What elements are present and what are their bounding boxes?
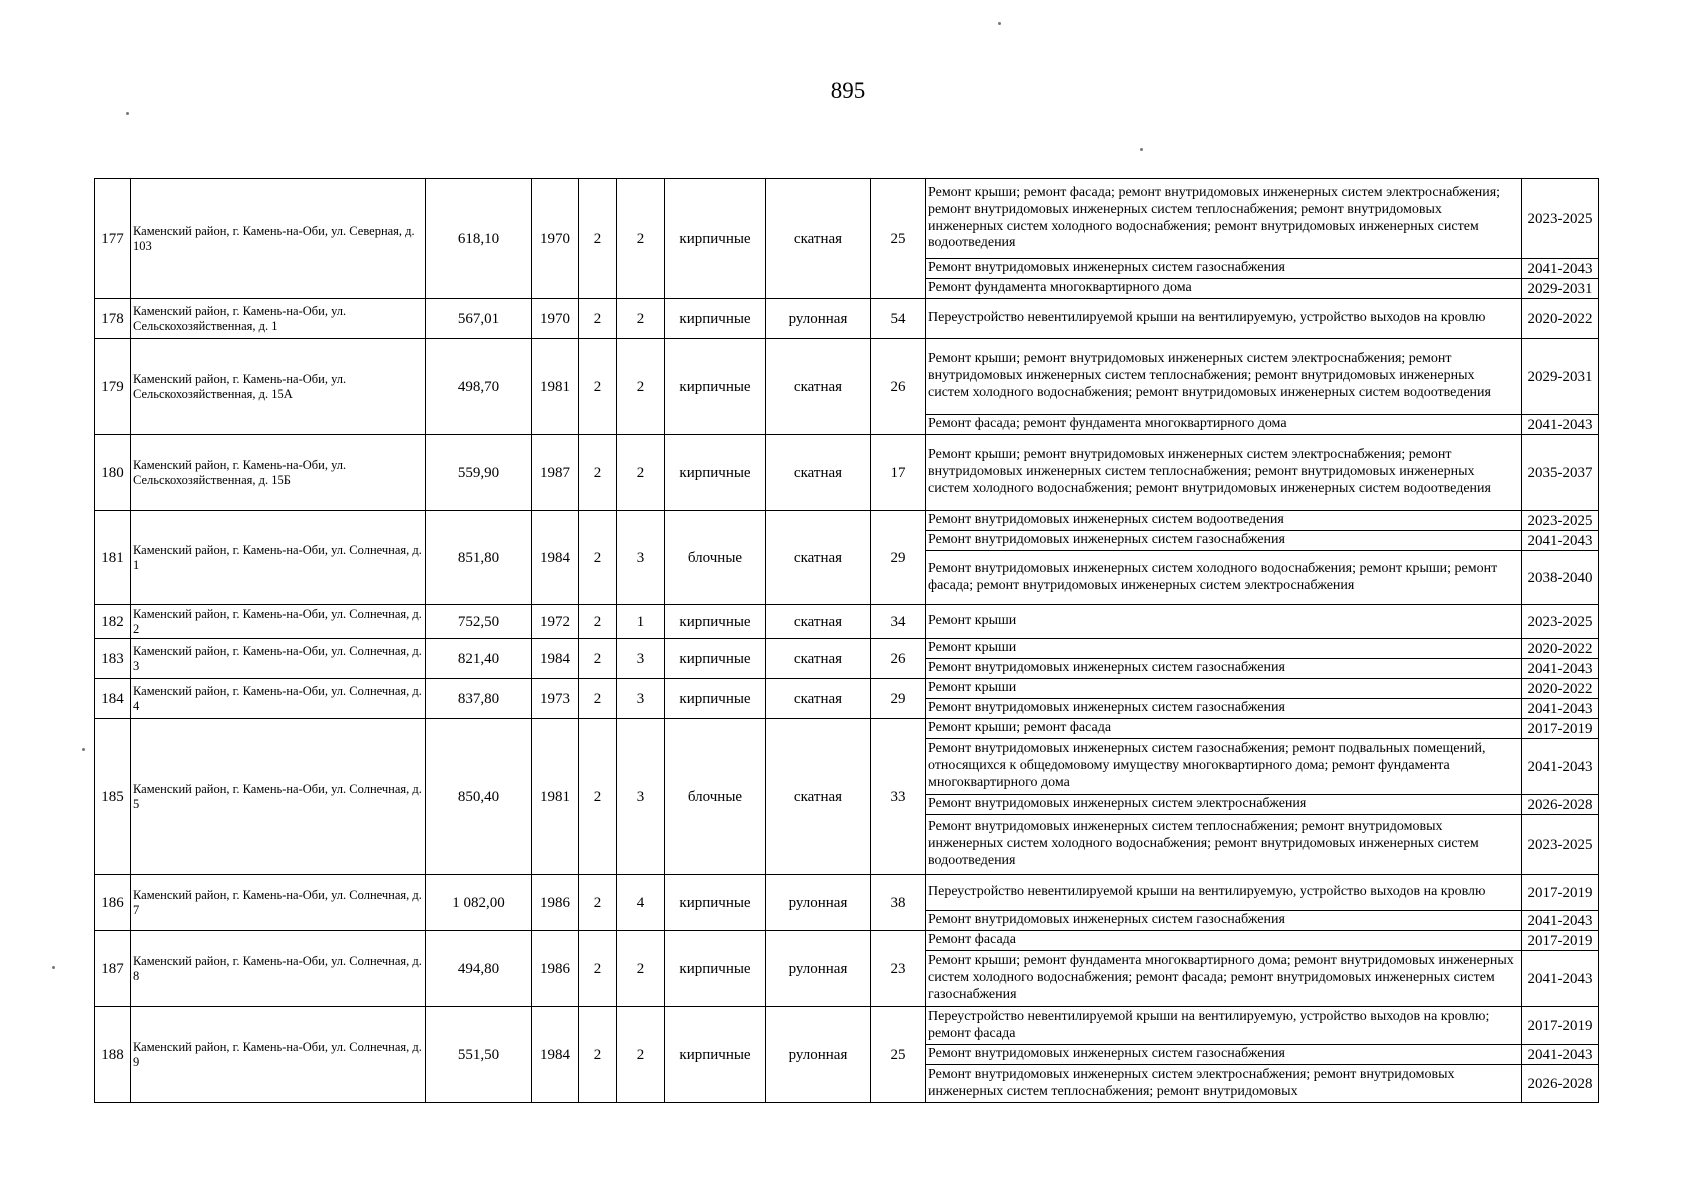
period-cell: 2017-2019 — [1522, 931, 1599, 951]
roof-type-cell: скатная — [766, 639, 871, 679]
floors-cell: 2 — [579, 931, 617, 1007]
work-description-cell: Переустройство невентилируемой крыши на вентилируемую, устройство выходов на кровлю — [926, 299, 1522, 339]
wear-cell: 26 — [871, 639, 926, 679]
work-description-cell: Переустройство невентилируемой крыши на вентилируемую, устройство выходов на кровлю; ремонт фасада — [926, 1007, 1522, 1045]
period-cell: 2035-2037 — [1522, 435, 1599, 511]
table-row — [95, 931, 1599, 951]
address-cell: Каменский район, г. Камень-на-Оби, ул. Сельскохозяйственная, д. 1 — [131, 299, 426, 339]
address-cell: Каменский район, г. Камень-на-Оби, ул. Солнечная, д. 8 — [131, 931, 426, 1007]
period-cell: 2023-2025 — [1522, 179, 1599, 259]
area-cell: 851,80 — [426, 511, 532, 605]
area-cell: 837,80 — [426, 679, 532, 719]
table-row — [95, 511, 1599, 531]
floors-cell: 2 — [579, 605, 617, 639]
roof-type-cell: рулонная — [766, 299, 871, 339]
period-cell: 2020-2022 — [1522, 299, 1599, 339]
work-description-cell: Ремонт внутридомовых инженерных систем газоснабжения; ремонт подвальных помещений, относящихся к общедомовому имуществу многоквартирного дома; ремонт фундамента многоквартирного дома — [926, 739, 1522, 795]
work-description-cell: Ремонт внутридомовых инженерных систем газоснабжения — [926, 659, 1522, 679]
work-description-cell: Ремонт внутридомовых инженерных систем газоснабжения — [926, 911, 1522, 931]
work-description-cell: Переустройство невентилируемой крыши на вентилируемую, устройство выходов на кровлю — [926, 875, 1522, 911]
wall-material-cell: кирпичные — [665, 435, 766, 511]
period-cell: 2017-2019 — [1522, 719, 1599, 739]
year-cell: 1972 — [532, 605, 579, 639]
house-registry-table — [94, 178, 1599, 1103]
period-cell: 2038-2040 — [1522, 551, 1599, 605]
year-cell: 1970 — [532, 299, 579, 339]
year-cell: 1970 — [532, 179, 579, 299]
scan-speck — [126, 112, 129, 115]
year-cell: 1986 — [532, 875, 579, 931]
table-row — [95, 719, 1599, 739]
entrances-cell: 1 — [617, 605, 665, 639]
roof-type-cell: рулонная — [766, 1007, 871, 1103]
roof-type-cell: рулонная — [766, 875, 871, 931]
area-cell: 821,40 — [426, 639, 532, 679]
wear-cell: 23 — [871, 931, 926, 1007]
wear-cell: 29 — [871, 511, 926, 605]
area-cell: 752,50 — [426, 605, 532, 639]
period-cell: 2041-2043 — [1522, 739, 1599, 795]
row-number: 182 — [95, 605, 131, 639]
scan-speck — [998, 22, 1001, 25]
area-cell: 559,90 — [426, 435, 532, 511]
floors-cell: 2 — [579, 719, 617, 875]
table-row — [95, 679, 1599, 699]
period-cell: 2017-2019 — [1522, 875, 1599, 911]
wear-cell: 17 — [871, 435, 926, 511]
work-description-cell: Ремонт крыши; ремонт фасада; ремонт внутридомовых инженерных систем электроснабжения; ремонт внутридомовых инженерных систем теплоснабжения; ремонт внутридомовых инженерных систем холодного водоснабжения; ремонт внутридомовых инженерных систем водоотведения — [926, 179, 1522, 259]
work-description-cell: Ремонт внутридомовых инженерных систем водоотведения — [926, 511, 1522, 531]
floors-cell: 2 — [579, 179, 617, 299]
work-description-cell: Ремонт крыши — [926, 605, 1522, 639]
address-cell: Каменский район, г. Камень-на-Оби, ул. Солнечная, д. 7 — [131, 875, 426, 931]
work-description-cell: Ремонт крыши — [926, 639, 1522, 659]
area-cell: 498,70 — [426, 339, 532, 435]
period-cell: 2023-2025 — [1522, 815, 1599, 875]
table-row — [95, 639, 1599, 659]
entrances-cell: 3 — [617, 679, 665, 719]
work-description-cell: Ремонт внутридомовых инженерных систем газоснабжения — [926, 531, 1522, 551]
row-number: 188 — [95, 1007, 131, 1103]
floors-cell: 2 — [579, 339, 617, 435]
wall-material-cell: кирпичные — [665, 931, 766, 1007]
wear-cell: 25 — [871, 1007, 926, 1103]
address-cell: Каменский район, г. Камень-на-Оби, ул. Солнечная, д. 4 — [131, 679, 426, 719]
year-cell: 1981 — [532, 719, 579, 875]
year-cell: 1986 — [532, 931, 579, 1007]
entrances-cell: 2 — [617, 1007, 665, 1103]
work-description-cell: Ремонт внутридомовых инженерных систем холодного водоснабжения; ремонт крыши; ремонт фасада; ремонт внутридомовых инженерных систем электроснабжения — [926, 551, 1522, 605]
work-description-cell: Ремонт внутридомовых инженерных систем газоснабжения — [926, 1045, 1522, 1065]
year-cell: 1984 — [532, 639, 579, 679]
row-number: 177 — [95, 179, 131, 299]
entrances-cell: 4 — [617, 875, 665, 931]
row-number: 185 — [95, 719, 131, 875]
address-cell: Каменский район, г. Камень-на-Оби, ул. Солнечная, д. 2 — [131, 605, 426, 639]
work-description-cell: Ремонт фасада — [926, 931, 1522, 951]
floors-cell: 2 — [579, 1007, 617, 1103]
roof-type-cell: скатная — [766, 679, 871, 719]
wall-material-cell: кирпичные — [665, 605, 766, 639]
wear-cell: 26 — [871, 339, 926, 435]
period-cell: 2041-2043 — [1522, 911, 1599, 931]
year-cell: 1973 — [532, 679, 579, 719]
period-cell: 2029-2031 — [1522, 279, 1599, 299]
wall-material-cell: кирпичные — [665, 1007, 766, 1103]
row-number: 181 — [95, 511, 131, 605]
area-cell: 1 082,00 — [426, 875, 532, 931]
wear-cell: 38 — [871, 875, 926, 931]
floors-cell: 2 — [579, 511, 617, 605]
table-row — [95, 179, 1599, 259]
period-cell: 2026-2028 — [1522, 795, 1599, 815]
year-cell: 1984 — [532, 511, 579, 605]
work-description-cell: Ремонт внутридомовых инженерных систем теплоснабжения; ремонт внутридомовых инженерных систем холодного водоснабжения; ремонт внутридомовых инженерных систем водоотведения — [926, 815, 1522, 875]
wall-material-cell: кирпичные — [665, 179, 766, 299]
work-description-cell: Ремонт крыши; ремонт фасада — [926, 719, 1522, 739]
work-description-cell: Ремонт внутридомовых инженерных систем газоснабжения — [926, 699, 1522, 719]
entrances-cell: 3 — [617, 511, 665, 605]
floors-cell: 2 — [579, 299, 617, 339]
period-cell: 2023-2025 — [1522, 605, 1599, 639]
entrances-cell: 2 — [617, 435, 665, 511]
area-cell: 618,10 — [426, 179, 532, 299]
roof-type-cell: скатная — [766, 435, 871, 511]
period-cell: 2017-2019 — [1522, 1007, 1599, 1045]
table-row — [95, 435, 1599, 511]
floors-cell: 2 — [579, 639, 617, 679]
work-description-cell: Ремонт крыши — [926, 679, 1522, 699]
entrances-cell: 2 — [617, 931, 665, 1007]
period-cell: 2041-2043 — [1522, 531, 1599, 551]
wear-cell: 25 — [871, 179, 926, 299]
area-cell: 494,80 — [426, 931, 532, 1007]
floors-cell: 2 — [579, 435, 617, 511]
row-number: 180 — [95, 435, 131, 511]
work-description-cell: Ремонт крыши; ремонт внутридомовых инженерных систем электроснабжения; ремонт внутридомовых инженерных систем теплоснабжения; ремонт внутридомовых инженерных систем холодного водоснабжения; ремонт внутридомовых инженерных систем водоотведения — [926, 339, 1522, 415]
area-cell: 551,50 — [426, 1007, 532, 1103]
period-cell: 2041-2043 — [1522, 259, 1599, 279]
period-cell: 2041-2043 — [1522, 415, 1599, 435]
row-number: 186 — [95, 875, 131, 931]
wall-material-cell: кирпичные — [665, 339, 766, 435]
period-cell: 2041-2043 — [1522, 951, 1599, 1007]
entrances-cell: 2 — [617, 339, 665, 435]
address-cell: Каменский район, г. Камень-на-Оби, ул. Солнечная, д. 5 — [131, 719, 426, 875]
row-number: 178 — [95, 299, 131, 339]
address-cell: Каменский район, г. Камень-на-Оби, ул. Солнечная, д. 9 — [131, 1007, 426, 1103]
wear-cell: 54 — [871, 299, 926, 339]
work-description-cell: Ремонт внутридомовых инженерных систем электроснабжения — [926, 795, 1522, 815]
scan-speck — [82, 748, 85, 751]
period-cell: 2023-2025 — [1522, 511, 1599, 531]
wall-material-cell: кирпичные — [665, 299, 766, 339]
floors-cell: 2 — [579, 875, 617, 931]
entrances-cell: 2 — [617, 179, 665, 299]
roof-type-cell: скатная — [766, 339, 871, 435]
roof-type-cell: скатная — [766, 719, 871, 875]
wear-cell: 33 — [871, 719, 926, 875]
area-cell: 567,01 — [426, 299, 532, 339]
table-row — [95, 1007, 1599, 1045]
row-number: 184 — [95, 679, 131, 719]
roof-type-cell: скатная — [766, 179, 871, 299]
work-description-cell: Ремонт внутридомовых инженерных систем электроснабжения; ремонт внутридомовых инженерных систем теплоснабжения; ремонт внутридомовых — [926, 1065, 1522, 1103]
address-cell: Каменский район, г. Камень-на-Оби, ул. Солнечная, д. 1 — [131, 511, 426, 605]
entrances-cell: 2 — [617, 299, 665, 339]
wear-cell: 34 — [871, 605, 926, 639]
row-number: 183 — [95, 639, 131, 679]
entrances-cell: 3 — [617, 719, 665, 875]
year-cell: 1981 — [532, 339, 579, 435]
year-cell: 1987 — [532, 435, 579, 511]
period-cell: 2041-2043 — [1522, 699, 1599, 719]
scan-speck — [52, 966, 55, 969]
table-row — [95, 339, 1599, 415]
table-row — [95, 299, 1599, 339]
wall-material-cell: кирпичные — [665, 679, 766, 719]
scan-speck — [1140, 148, 1143, 151]
work-description-cell: Ремонт фундамента многоквартирного дома — [926, 279, 1522, 299]
period-cell: 2020-2022 — [1522, 679, 1599, 699]
registry-body — [95, 179, 1599, 1103]
page-number: 895 — [830, 78, 866, 103]
address-cell: Каменский район, г. Камень-на-Оби, ул. Сельскохозяйственная, д. 15Б — [131, 435, 426, 511]
period-cell: 2041-2043 — [1522, 1045, 1599, 1065]
period-cell: 2020-2022 — [1522, 639, 1599, 659]
table-row — [95, 605, 1599, 639]
year-cell: 1984 — [532, 1007, 579, 1103]
row-number: 187 — [95, 931, 131, 1007]
wall-material-cell: кирпичные — [665, 639, 766, 679]
address-cell: Каменский район, г. Камень-на-Оби, ул. Солнечная, д. 3 — [131, 639, 426, 679]
address-cell: Каменский район, г. Камень-на-Оби, ул. Северная, д. 103 — [131, 179, 426, 299]
wear-cell: 29 — [871, 679, 926, 719]
address-cell: Каменский район, г. Камень-на-Оби, ул. Сельскохозяйственная, д. 15А — [131, 339, 426, 435]
roof-type-cell: скатная — [766, 605, 871, 639]
roof-type-cell: скатная — [766, 511, 871, 605]
wall-material-cell: кирпичные — [665, 875, 766, 931]
floors-cell: 2 — [579, 679, 617, 719]
period-cell: 2026-2028 — [1522, 1065, 1599, 1103]
wall-material-cell: блочные — [665, 511, 766, 605]
area-cell: 850,40 — [426, 719, 532, 875]
work-description-cell: Ремонт фасада; ремонт фундамента многоквартирного дома — [926, 415, 1522, 435]
table-row — [95, 875, 1599, 911]
roof-type-cell: рулонная — [766, 931, 871, 1007]
work-description-cell: Ремонт крыши; ремонт фундамента многоквартирного дома; ремонт внутридомовых инженерных систем холодного водоснабжения; ремонт фасада; ремонт внутридомовых инженерных систем газоснабжения — [926, 951, 1522, 1007]
work-description-cell: Ремонт внутридомовых инженерных систем газоснабжения — [926, 259, 1522, 279]
period-cell: 2041-2043 — [1522, 659, 1599, 679]
wall-material-cell: блочные — [665, 719, 766, 875]
period-cell: 2029-2031 — [1522, 339, 1599, 415]
work-description-cell: Ремонт крыши; ремонт внутридомовых инженерных систем электроснабжения; ремонт внутридомовых инженерных систем теплоснабжения; ремонт внутридомовых инженерных систем холодного водоснабжения; ремонт внутридомовых инженерных систем водоотведения — [926, 435, 1522, 511]
row-number: 179 — [95, 339, 131, 435]
entrances-cell: 3 — [617, 639, 665, 679]
